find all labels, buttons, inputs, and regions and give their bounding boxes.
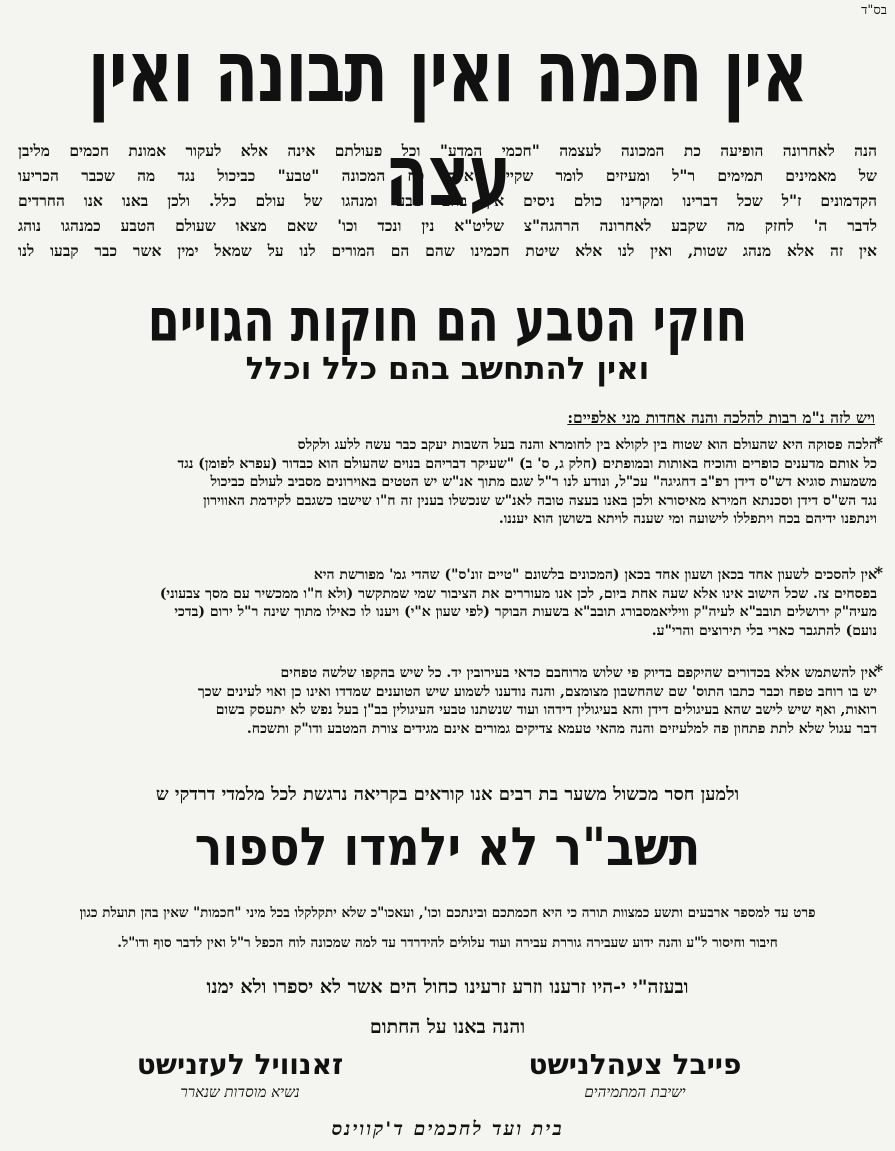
asterisk-marker: * (874, 433, 883, 452)
asterisk-marker: * (874, 661, 883, 680)
call-to-teachers: ולמען חסר מכשול משער בת רבים אנו קוראים בקריאה נרגשת לכל מלמדי דרדקי ש (155, 784, 740, 805)
footer-organization: בית ועד לחכמים ד'קווינס (331, 1118, 564, 1140)
item-line: נועם) להתגבר כארי בלי תירוצים והרי"ע. (651, 622, 877, 639)
intro-paragraph (18, 138, 877, 263)
signatory-name: זאנוויל לעזנישט (136, 1048, 344, 1081)
item-line: וינתפנו ידיהם בכח ויתפללו לישועה ומי שענה לויתא בשושן הוא יעננו. (498, 511, 877, 527)
signatory-role: נשיא מוסדות שנארר (180, 1083, 300, 1101)
item-line: רואות, ואף שיש לישב שהא בעיגולים דידן והא בעיגולין דידהו ועוד שנשתנו טבעי העיגולין בב"ן בעל נפש לא יתעסק בשום (215, 702, 877, 718)
blessing-line: ובעזה"י י-היו זרענו וזרע זרעינו כחול הים אשר לא יספרו ולא ימנו (206, 976, 689, 998)
para-line: חיבור וחיסור ל"ע והנה ידוע שעבירה גוררת עבירה ועוד עלולים להידרדר עד למה שמכונה לוח הכפל ר"ל ואין לדבר סוף ודו"ל. (117, 935, 778, 951)
counting-heading: תשב"ר לא ילמדו לספור (194, 815, 701, 878)
section-subheading: ואין להתחשב בהם כלל וכלל (245, 351, 650, 387)
asterisk-marker: * (874, 563, 883, 582)
intro-line: לדבר ה' לחזק מה שקבע לאחרונה הרהגה"צ שליט"א נין ונכד וכו' שאם מצאו שעולם הטבע כמנהגו נוהג (18, 216, 877, 235)
item-line: משמעות סוגיא דש"ס דידן רפ"ב דחגיגה" עכ"ל, ונודע לנו ר"ל שגם מתוך אנ"ש יש הטטים באוירונים מסביב לעולם כביכול (210, 474, 877, 490)
signature-block-1 (485, 1048, 785, 1102)
opening-line: ויש לזה נ"מ רבות להלכה והנה אחדות מני אלפיים: (567, 408, 875, 427)
main-title: אין חכמה ואין תבונה ואין עצה (87, 23, 808, 227)
header-abbreviation: בס"ד (861, 3, 887, 18)
item-line: כל אותם מדענים כופרים והוכיח באותות ובמופתים (חלק ג, ס' ב) "שעיקר דבריהם בנוים שהעולם הוא כבדור (עפרא לפומן) נגד (177, 455, 877, 472)
item-line: יש בו רוחב טפח וכבר כתבו התוס' שם שהחשבון מצומצם, והנה נודענו לשמוע שיש הטוענים שמדדו ואינו כן ואוי לעינים שכך (197, 683, 877, 700)
signature-block-2 (90, 1048, 390, 1102)
item-line: אין להשתמש אלא בכדורים שהיקפם בדיוק פי שלוש מרוחבם כדאי בעירובין יד. כל שיש בהקפו שלשה טפחים (280, 665, 877, 681)
item-line: נגד הש"ס דידן וסכנתא חמירא מאיסורא ולכן באנו בעצה טובה לאנ"ש שנכשלו בענין זה ח"ו שישבו כשגבם לקידמת האווירון (203, 492, 877, 509)
item-line: בפסחים צז. שכל הישוב אינו אלא שעה אחת ביום, לכן אנו מעוררים את הציבור שמי שמתקשר (ולא ח"ו ממכשיר עם מסך צבעוני) (159, 585, 877, 602)
intro-line: הקדמונים ז"ל שכל דברינו ומקרינו כולם ניסים אין בהם טבע ומנהגו של עולם כלל. ולכן באנו אנו החרדים (18, 191, 877, 210)
ruling-item-3 (18, 661, 883, 738)
item-line: אין להסכים לשעון אחד בכאן ושעון אחד בכאן (המכונים בלשונם "טיים זונ'ס") שהדי גמ' מפורשת היא (313, 567, 877, 583)
intro-line: אין זה אלא מנהג שטות, ואין לנו אלא שיטת חכמינו שהם הם המורים לנו על שמאל ימין אשר כבר קבעו לנו (18, 241, 877, 260)
ruling-item-1 (18, 433, 883, 529)
counting-paragraph (20, 898, 875, 958)
seal-line: והנה באנו על החתום (369, 1016, 526, 1038)
ruling-item-2 (18, 563, 883, 640)
item-line: הלכה פסוקה היא שהעולם הוא שטוח בין לקולא בין לחומרא והנה בעל השבות יעקב כבר עשה ללעג ולקלס (297, 437, 877, 453)
item-line: מעיה"ק ירושלים תובב"א לעיה"ק וויליאמסבורג תובב"א בשעות הבוקר (לפי שעון א"י) ויענו לו כאילו מתוך שינה ר"ל ירום (בדכי (174, 604, 877, 620)
section-heading: חוקי הטבע הם חוקות הגויים (147, 284, 748, 355)
signatory-role: ישיבת המתמיהים (584, 1083, 686, 1101)
intro-line: הנה לאחרונה הופיעה כת המכונה לעצמה "חכמי המדע" וכל פעולתם אינה אלא לעקור אמונת חכמים מליבן (18, 141, 877, 160)
signatory-name: פייבל צעהלנישט (528, 1048, 742, 1081)
item-line: דבר עגול שלא לתת פתחון פה למלעיזים והנה מהאי טעמא צדיקים גמורים אינם מגידים צורת המטבע ודו"ק ותשכח. (246, 720, 877, 737)
para-line: פרט עד למספר ארבעים ותשע כמצוות תורה כי היא חכמתכם ובינתכם וכו', ועאכו"כ שלא יתקלקלו בכל מיני "חכמות" שאין בהן תועלת כגון (79, 905, 816, 921)
intro-line: של מאמינים תמימים ר"ל ומעיזים לומר שקיים איזה כח המכונה "טבע" כביכול נגד מה שכבר הכריעו (18, 166, 877, 185)
